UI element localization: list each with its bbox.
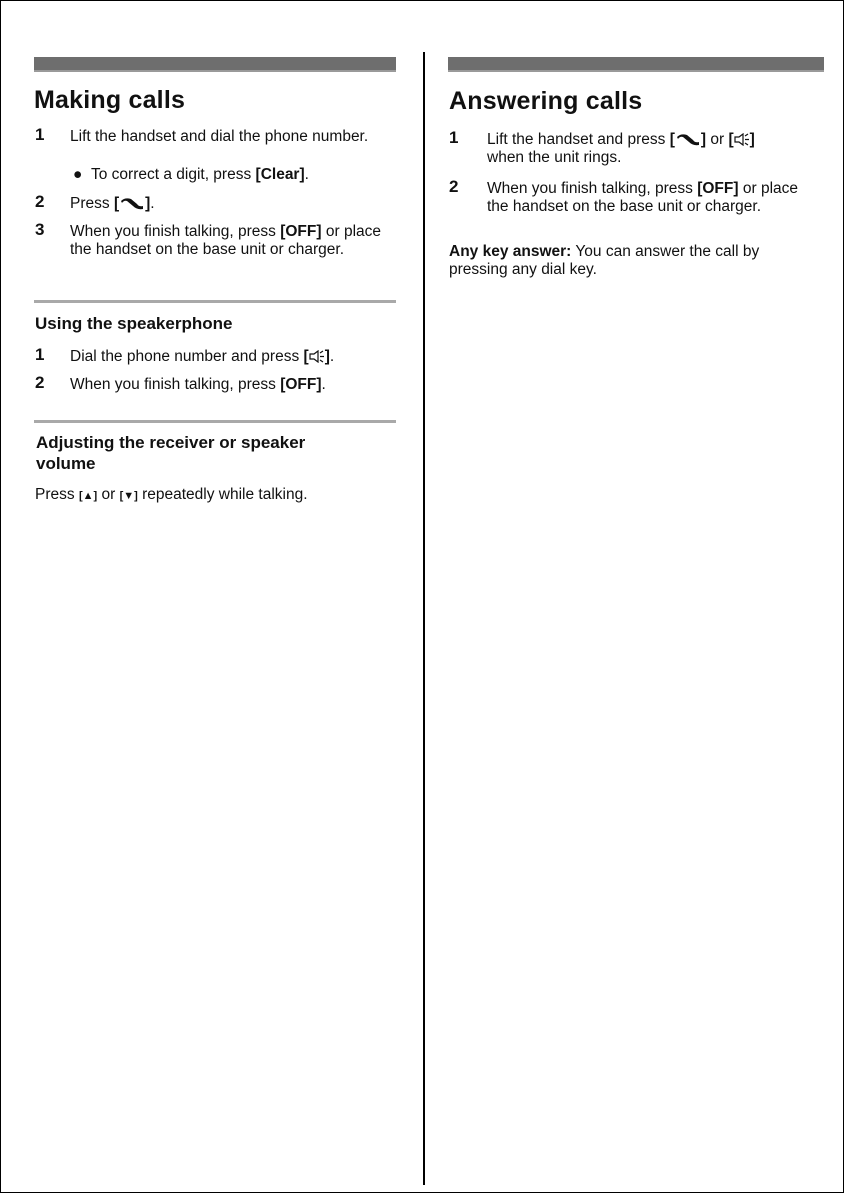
volume-up-key: [▲]	[78, 490, 98, 502]
bullet-dot: ●	[73, 166, 91, 183]
any-key-label: Any key answer:	[449, 243, 572, 260]
any-key-text: You can answer the call by pressing any dial key.	[449, 243, 760, 278]
step-number: 1	[35, 345, 45, 364]
step-number: 3	[35, 220, 45, 239]
section-bar-answering-calls	[448, 57, 824, 72]
section-bar-making-calls	[34, 57, 396, 72]
volume-down-key: [▼]	[119, 490, 138, 502]
step-text: When you finish talking, press [OFF].	[70, 376, 326, 393]
press-text: Press	[70, 195, 110, 212]
step-number: 1	[449, 128, 459, 147]
step-number: 2	[35, 192, 45, 211]
heading-making-calls: Making calls	[34, 86, 186, 114]
step-number: 1	[35, 125, 45, 144]
volume-text: Press [▲] or [▼] repeatedly while talking.	[35, 486, 308, 503]
step-text-press: Press [ ].	[70, 195, 155, 212]
off-key: [OFF]	[280, 223, 322, 240]
step-text: Lift the handset and press [ ] or [ ] when the unit rings.	[487, 131, 755, 166]
off-key: [OFF]	[697, 180, 739, 197]
column-divider	[423, 52, 425, 1185]
section-rule	[34, 300, 396, 303]
bracket: ]	[145, 195, 151, 212]
bullet-item: ● To correct a digit, press [Clear].	[73, 166, 309, 183]
talk-handset-icon	[119, 196, 145, 210]
heading-answering-calls: Answering calls	[449, 87, 643, 115]
off-key: [OFF]	[280, 376, 322, 393]
heading-speakerphone: Using the speakerphone	[35, 314, 233, 333]
speaker-icon	[309, 350, 325, 363]
step-number: 2	[35, 373, 45, 392]
bracket: [	[113, 195, 120, 212]
step-text: Lift the handset and dial the phone number.	[70, 128, 369, 145]
step-text: When you finish talking, press [OFF] or place the handset on the base unit or charger.	[487, 180, 799, 215]
any-key-answer	[449, 243, 821, 279]
bullet-text: To correct a digit, press	[90, 166, 252, 183]
section-rule	[34, 420, 396, 423]
talk-handset-icon	[675, 132, 701, 146]
step-text: Dial the phone number and press [ ].	[70, 348, 335, 365]
speaker-icon	[734, 133, 750, 146]
heading-volume: Adjusting the receiver or speaker volume	[36, 433, 306, 473]
clear-key: [Clear]	[255, 166, 305, 183]
step-text: When you finish talking, press [OFF] or place the handset on the base unit or charger.	[70, 223, 382, 258]
step-number: 2	[449, 177, 459, 196]
